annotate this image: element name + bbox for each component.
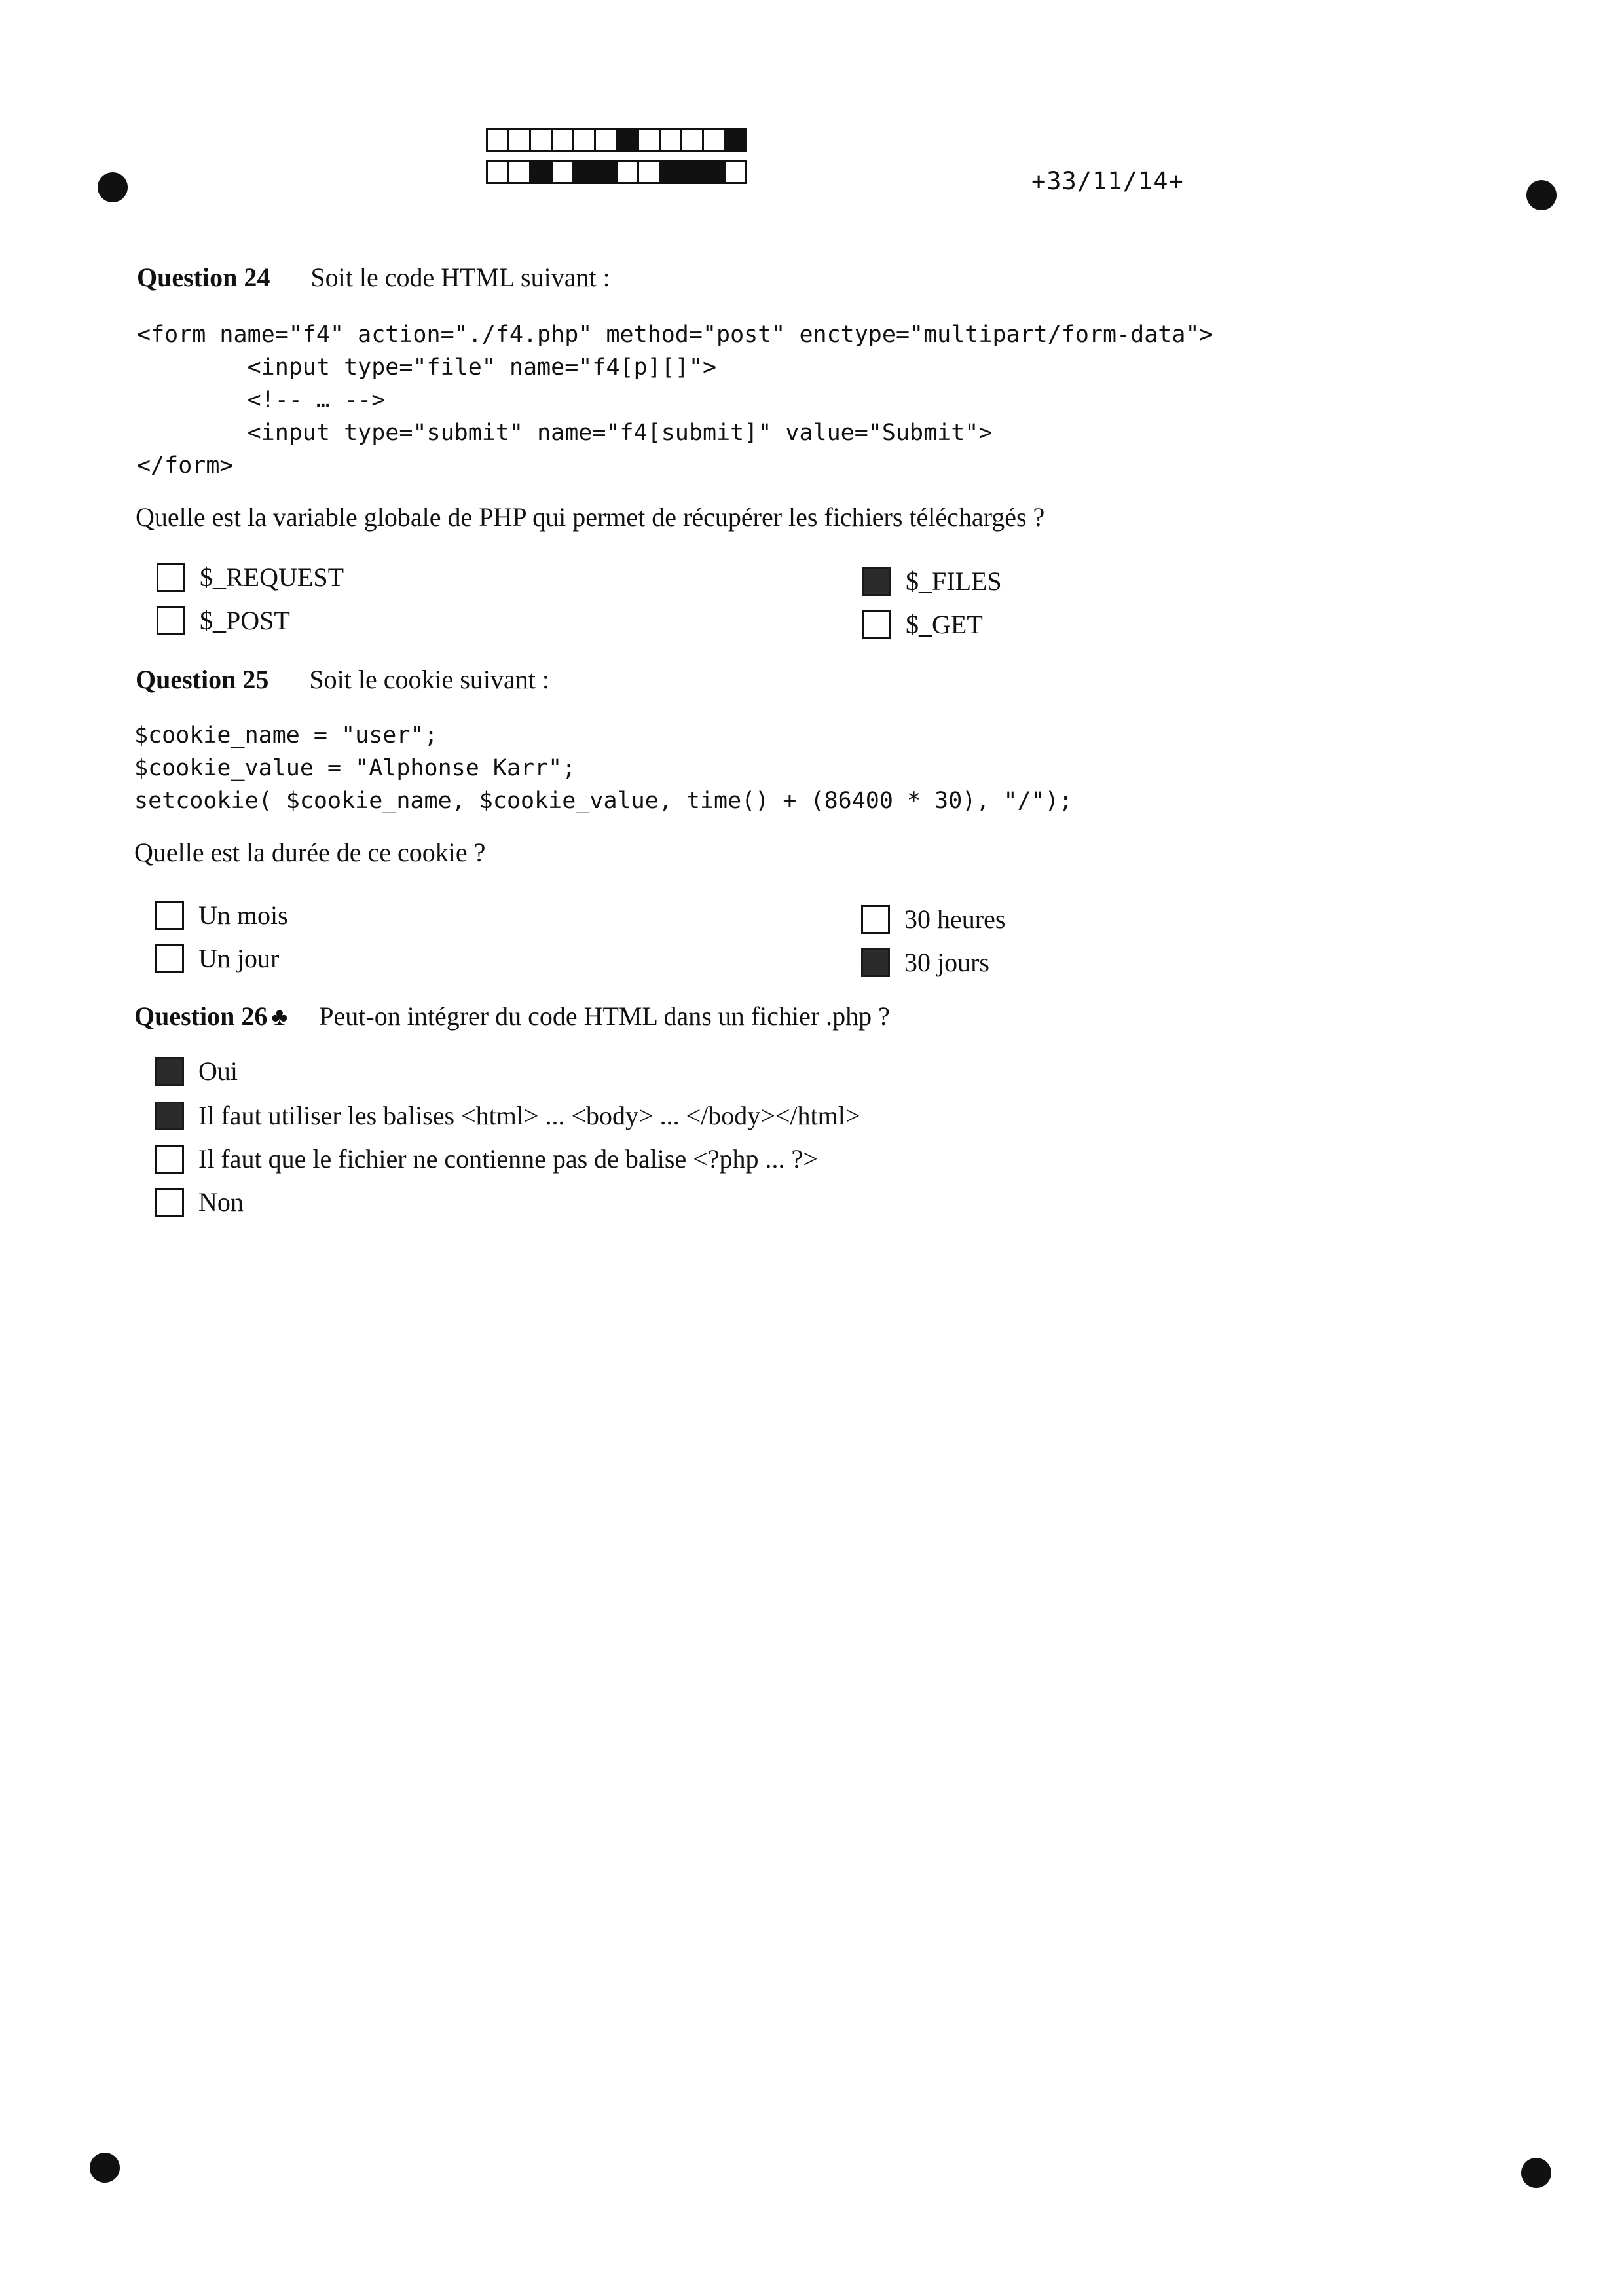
answer-label: Un jour	[198, 944, 280, 973]
question-label: Question 24	[137, 263, 270, 292]
answer-label: Non	[198, 1187, 244, 1217]
page-id: +33/11/14+	[1031, 167, 1184, 195]
code-cell	[529, 128, 553, 152]
question-intro: Soit le cookie suivant :	[309, 665, 549, 694]
answer-label: $_REQUEST	[200, 563, 344, 592]
php-code-block: $cookie_name = "user"; $cookie_value = "Alphonse Karr"; setcookie( $cookie_name, $cookie_value, time() + (86400 * 30), "/");	[134, 722, 1073, 814]
answer-get[interactable]	[862, 609, 983, 640]
code-cell	[486, 128, 509, 152]
answer-checkbox[interactable]	[155, 944, 184, 973]
question-intro: Soit le code HTML suivant :	[310, 263, 610, 292]
question-label: Question 26	[134, 1001, 268, 1031]
answer-checkbox[interactable]	[861, 948, 890, 977]
answer-checkbox[interactable]	[157, 563, 185, 592]
code-cell	[637, 128, 661, 152]
answer-label: Un mois	[198, 900, 288, 930]
code-cell	[507, 160, 531, 184]
answer-oui[interactable]	[155, 1056, 238, 1086]
code-cell	[680, 160, 704, 184]
code-cell	[572, 128, 596, 152]
answer-non[interactable]	[155, 1187, 244, 1217]
code-cell	[724, 160, 747, 184]
answer-30-jours[interactable]	[861, 947, 989, 978]
club-icon: ♣	[271, 1003, 288, 1031]
answer-checkbox[interactable]	[155, 1057, 184, 1086]
code-cell	[702, 160, 726, 184]
answer-checkbox[interactable]	[862, 610, 891, 639]
code-cell	[551, 160, 574, 184]
answer-checkbox[interactable]	[861, 905, 890, 934]
registration-mark-top-right	[1526, 180, 1557, 210]
code-cell	[572, 160, 596, 184]
answer-balises-html[interactable]	[155, 1100, 860, 1131]
code-cell	[507, 128, 531, 152]
answer-checkbox[interactable]	[155, 901, 184, 930]
registration-mark-top-left	[98, 172, 128, 202]
question-24-header	[137, 262, 610, 293]
question-intro: Peut-on intégrer du code HTML dans un fichier .php ?	[319, 1001, 890, 1031]
code-cell	[659, 160, 682, 184]
answer-label: Il faut utiliser les balises <html> ... <body> ... </body></html>	[198, 1101, 860, 1130]
answer-label: $_FILES	[906, 566, 1002, 596]
code-cell	[616, 160, 639, 184]
answer-checkbox[interactable]	[155, 1188, 184, 1217]
answer-label: $_GET	[906, 610, 983, 639]
answer-request[interactable]	[157, 562, 344, 593]
question-25-header	[136, 664, 549, 695]
page-code-row-top	[486, 128, 745, 152]
answer-checkbox[interactable]	[155, 1145, 184, 1174]
code-cell	[680, 128, 704, 152]
answer-post[interactable]	[157, 605, 290, 636]
question-24-text: Quelle est la variable globale de PHP qui permet de récupérer les fichiers téléchargés ?	[136, 502, 1045, 532]
question-25-text: Quelle est la durée de ce cookie ?	[134, 838, 486, 867]
answer-label: Oui	[198, 1056, 238, 1086]
code-cell	[637, 160, 661, 184]
code-cell	[486, 160, 509, 184]
html-code-block: <form name="f4" action="./f4.php" method="post" enctype="multipart/form-data"> <input type="file" name="f4[p][]"> <!-- … --> <input type="submit" name="f4[submit]" value="Submit"> </form>	[137, 322, 1213, 479]
code-cell	[724, 128, 747, 152]
answer-label: Il faut que le fichier ne contienne pas de balise <?php ... ?>	[198, 1144, 818, 1174]
code-cell	[594, 128, 618, 152]
answer-files[interactable]	[862, 566, 1002, 597]
code-cell	[702, 128, 726, 152]
answer-30-heures[interactable]	[861, 904, 1005, 935]
code-cell	[594, 160, 618, 184]
question-26-header	[134, 1001, 890, 1031]
answer-un-jour[interactable]	[155, 943, 279, 974]
code-cell	[659, 128, 682, 152]
answer-checkbox[interactable]	[155, 1102, 184, 1130]
code-cell	[616, 128, 639, 152]
page-code-row-bottom	[486, 160, 745, 184]
answer-label: 30 heures	[904, 904, 1006, 934]
answer-label: 30 jours	[904, 948, 989, 977]
answer-checkbox[interactable]	[157, 606, 185, 635]
answer-un-mois[interactable]	[155, 900, 288, 931]
answer-pas-de-balise-php[interactable]	[155, 1143, 818, 1174]
code-cell	[529, 160, 553, 184]
registration-mark-bottom-left	[90, 2153, 120, 2183]
code-cell	[551, 128, 574, 152]
registration-mark-bottom-right	[1521, 2158, 1551, 2188]
question-label: Question 25	[136, 665, 269, 694]
answer-label: $_POST	[200, 606, 290, 635]
answer-checkbox[interactable]	[862, 567, 891, 596]
